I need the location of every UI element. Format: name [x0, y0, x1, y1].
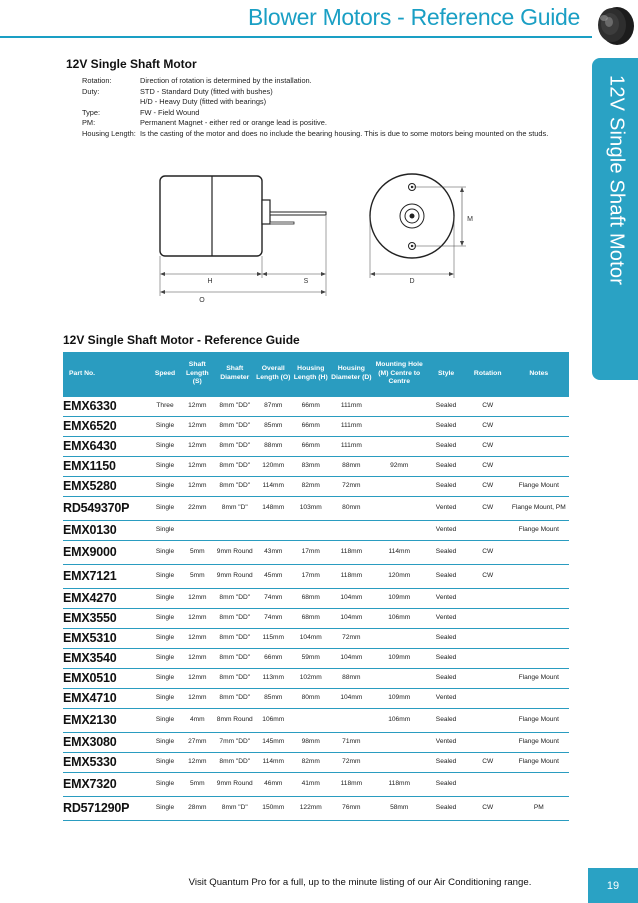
reference-table [63, 352, 569, 821]
cell-housing-length: 98mm [292, 732, 329, 752]
cell-shaft-length: 12mm [180, 608, 215, 628]
cell-overall-length: 85mm [255, 688, 292, 708]
cell-style: Vented [425, 588, 467, 608]
cell-housing-diameter: 111mm [329, 416, 373, 436]
cell-part: EMX7121 [63, 564, 150, 588]
cell-shaft-length: 12mm [180, 688, 215, 708]
cell-housing-length: 68mm [292, 608, 329, 628]
cell-shaft-diameter: 8mm "DD" [215, 668, 255, 688]
cell-notes: Flange Mount [509, 668, 569, 688]
spec-key: Rotation: [82, 76, 112, 85]
cell-housing-diameter: 111mm [329, 396, 373, 416]
cell-notes [509, 608, 569, 628]
cell-notes [509, 688, 569, 708]
cell-housing-length: 17mm [292, 564, 329, 588]
cell-rotation [467, 588, 509, 608]
cell-shaft-diameter: 8mm "DD" [215, 608, 255, 628]
cell-overall-length: 148mm [255, 496, 292, 520]
cell-housing-length: 82mm [292, 752, 329, 772]
col-header-style: Style [425, 352, 467, 396]
table-row [63, 436, 569, 456]
cell-style: Vented [425, 608, 467, 628]
cell-rotation [467, 520, 509, 540]
cell-part: EMX9000 [63, 540, 150, 564]
cell-part: EMX3550 [63, 608, 150, 628]
cell-shaft-length: 12mm [180, 476, 215, 496]
cell-notes [509, 772, 569, 796]
cell-overall-length: 87mm [255, 396, 292, 416]
col-header-speed: Speed [150, 352, 179, 396]
cell-style: Vented [425, 688, 467, 708]
cell-speed: Single [150, 688, 179, 708]
col-header-shaft-diameter: Shaft Diameter [215, 352, 255, 396]
cell-part: EMX0510 [63, 668, 150, 688]
col-header-rotation: Rotation [467, 352, 509, 396]
cell-overall-length: 74mm [255, 588, 292, 608]
table-row [63, 608, 569, 628]
cell-housing-length [292, 708, 329, 732]
cell-speed: Single [150, 732, 179, 752]
cell-shaft-length: 12mm [180, 456, 215, 476]
cell-housing-diameter: 76mm [329, 796, 373, 820]
cell-rotation: CW [467, 476, 509, 496]
table-row [63, 496, 569, 520]
cell-overall-length: 106mm [255, 708, 292, 732]
cell-notes [509, 396, 569, 416]
cell-notes: Flange Mount [509, 476, 569, 496]
cell-mounting-hole: 109mm [373, 588, 425, 608]
table-row [63, 772, 569, 796]
spec-key [82, 97, 140, 108]
cell-overall-length: 120mm [255, 456, 292, 476]
cell-speed: Single [150, 796, 179, 820]
cell-style: Sealed [425, 708, 467, 732]
cell-speed: Single [150, 436, 179, 456]
cell-rotation: CW [467, 796, 509, 820]
table-row [63, 564, 569, 588]
cell-rotation [467, 708, 509, 732]
cell-shaft-diameter: 8mm "D" [215, 796, 255, 820]
cell-notes [509, 564, 569, 588]
cell-notes: Flange Mount, PM [509, 496, 569, 520]
cell-overall-length: 113mm [255, 668, 292, 688]
cell-rotation [467, 732, 509, 752]
cell-housing-length: 17mm [292, 540, 329, 564]
spec-row [82, 87, 548, 98]
table-row [63, 456, 569, 476]
cell-rotation: CW [467, 456, 509, 476]
cell-housing-diameter: 104mm [329, 588, 373, 608]
cell-shaft-length: 12mm [180, 628, 215, 648]
col-header-housing-diameter: Housing Diameter (D) [329, 352, 373, 396]
cell-notes [509, 436, 569, 456]
cell-notes [509, 648, 569, 668]
dim-label-h: H [207, 278, 213, 285]
col-header-part: Part No. [63, 352, 150, 396]
dim-label-o: O [199, 297, 205, 304]
cell-shaft-diameter: 8mm "DD" [215, 648, 255, 668]
cell-overall-length: 115mm [255, 628, 292, 648]
table-row [63, 416, 569, 436]
section-side-tab-label: 12V Single Shaft Motor [605, 75, 628, 286]
cell-style: Sealed [425, 772, 467, 796]
cell-style: Sealed [425, 628, 467, 648]
cell-housing-length: 103mm [292, 496, 329, 520]
cell-housing-diameter: 71mm [329, 732, 373, 752]
spec-key: Type: [82, 107, 101, 117]
cell-shaft-length: 27mm [180, 732, 215, 752]
cell-shaft-length: 28mm [180, 796, 215, 820]
spec-value: Is the casting of the motor and does no include the bearing housing. This is due to some motors being mounted on the studs. [140, 128, 549, 138]
cell-rotation: CW [467, 416, 509, 436]
cell-speed: Single [150, 608, 179, 628]
cell-shaft-diameter: 8mm "DD" [215, 628, 255, 648]
cell-mounting-hole [373, 520, 425, 540]
cell-shaft-diameter: 8mm "DD" [215, 588, 255, 608]
cell-style: Sealed [425, 416, 467, 436]
table-row [63, 796, 569, 820]
cell-rotation: CW [467, 496, 509, 520]
cell-style: Sealed [425, 476, 467, 496]
cell-overall-length: 43mm [255, 540, 292, 564]
cell-overall-length: 88mm [255, 436, 292, 456]
cell-style: Sealed [425, 796, 467, 820]
cell-mounting-hole: 106mm [373, 608, 425, 628]
cell-overall-length: 145mm [255, 732, 292, 752]
cell-speed: Single [150, 456, 179, 476]
col-header-shaft-length: Shaft Length (S) [180, 352, 215, 396]
cell-mounting-hole [373, 628, 425, 648]
spec-key: Duty: [82, 86, 100, 96]
table-row [63, 708, 569, 732]
cell-housing-length: 122mm [292, 796, 329, 820]
cell-style: Sealed [425, 564, 467, 588]
cell-housing-diameter: 72mm [329, 628, 373, 648]
cell-notes [509, 416, 569, 436]
cell-housing-diameter: 88mm [329, 668, 373, 688]
cell-style: Vented [425, 520, 467, 540]
cell-part: EMX1150 [63, 456, 150, 476]
cell-rotation: CW [467, 436, 509, 456]
table-row [63, 668, 569, 688]
cell-style: Sealed [425, 648, 467, 668]
cell-shaft-length: 12mm [180, 648, 215, 668]
cell-mounting-hole [373, 732, 425, 752]
cell-shaft-diameter: 9mm Round [215, 540, 255, 564]
cell-part: EMX5330 [63, 752, 150, 772]
cell-part: EMX7320 [63, 772, 150, 796]
cell-shaft-length: 12mm [180, 752, 215, 772]
col-header-overall-length: Overall Length (O) [255, 352, 292, 396]
cell-housing-length: 41mm [292, 772, 329, 796]
cell-mounting-hole: 92mm [373, 456, 425, 476]
intro-title: 12V Single Shaft Motor [66, 57, 197, 71]
cell-shaft-diameter: 8mm "DD" [215, 688, 255, 708]
cell-style: Sealed [425, 752, 467, 772]
cell-shaft-diameter: 8mm "DD" [215, 752, 255, 772]
cell-rotation: CW [467, 396, 509, 416]
cell-housing-diameter [329, 520, 373, 540]
cell-rotation [467, 608, 509, 628]
spec-list [82, 76, 548, 139]
col-header-mounting-hole: Mounting Hole (M) Centre to Centre [373, 352, 425, 396]
cell-mounting-hole: 114mm [373, 540, 425, 564]
cell-housing-length: 102mm [292, 668, 329, 688]
cell-part: EMX5310 [63, 628, 150, 648]
cell-shaft-diameter: 8mm "DD" [215, 396, 255, 416]
cell-mounting-hole [373, 436, 425, 456]
cell-overall-length: 114mm [255, 752, 292, 772]
cell-shaft-diameter: 8mm Round [215, 708, 255, 732]
cell-rotation [467, 668, 509, 688]
header-divider [0, 36, 592, 38]
cell-notes [509, 628, 569, 648]
cell-mounting-hole: 106mm [373, 708, 425, 732]
cell-style: Sealed [425, 668, 467, 688]
table-row [63, 476, 569, 496]
cell-part: EMX5280 [63, 476, 150, 496]
cell-overall-length: 114mm [255, 476, 292, 496]
cell-housing-diameter: 118mm [329, 540, 373, 564]
spec-row [82, 129, 548, 140]
table-row [63, 588, 569, 608]
cell-shaft-length: 5mm [180, 564, 215, 588]
cell-mounting-hole [373, 752, 425, 772]
cell-overall-length: 150mm [255, 796, 292, 820]
cell-overall-length [255, 520, 292, 540]
cell-part: EMX2130 [63, 708, 150, 732]
cell-shaft-diameter: 8mm "DD" [215, 456, 255, 476]
cell-overall-length: 45mm [255, 564, 292, 588]
cell-style: Sealed [425, 456, 467, 476]
cell-housing-diameter: 104mm [329, 648, 373, 668]
cell-housing-diameter: 104mm [329, 608, 373, 628]
cell-housing-diameter: 118mm [329, 772, 373, 796]
cell-housing-diameter [329, 708, 373, 732]
cell-shaft-diameter: 9mm Round [215, 772, 255, 796]
cell-rotation [467, 772, 509, 796]
cell-speed: Single [150, 648, 179, 668]
cell-mounting-hole [373, 396, 425, 416]
cell-shaft-diameter: 7mm "DD" [215, 732, 255, 752]
cell-shaft-length: 5mm [180, 540, 215, 564]
spec-value: Direction of rotation is determined by the installation. [140, 76, 312, 85]
cell-speed: Three [150, 396, 179, 416]
cell-rotation: CW [467, 540, 509, 564]
cell-shaft-diameter: 8mm "D" [215, 496, 255, 520]
cell-speed: Single [150, 416, 179, 436]
cell-notes: Flange Mount [509, 520, 569, 540]
cell-housing-length: 83mm [292, 456, 329, 476]
cell-rotation: CW [467, 564, 509, 588]
spec-value: FW - Field Wound [140, 107, 200, 117]
cell-speed: Single [150, 588, 179, 608]
cell-part: EMX6430 [63, 436, 150, 456]
cell-housing-diameter: 111mm [329, 436, 373, 456]
spec-value: H/D - Heavy Duty (fitted with bearings) [140, 97, 267, 106]
cell-shaft-diameter: 8mm "DD" [215, 436, 255, 456]
cell-mounting-hole [373, 496, 425, 520]
cell-housing-length: 66mm [292, 396, 329, 416]
col-header-notes: Notes [509, 352, 569, 396]
cell-mounting-hole: 118mm [373, 772, 425, 796]
cell-notes [509, 540, 569, 564]
cell-style: Sealed [425, 396, 467, 416]
cell-part: RD549370P [63, 496, 150, 520]
page-header-title: Blower Motors - Reference Guide [247, 4, 580, 30]
table-body [63, 396, 569, 820]
cell-overall-length: 85mm [255, 416, 292, 436]
cell-housing-diameter: 72mm [329, 476, 373, 496]
spec-value: Permanent Magnet - either red or orange lead is positive. [140, 118, 327, 127]
cell-housing-diameter: 88mm [329, 456, 373, 476]
spec-row [82, 76, 548, 87]
cell-speed: Single [150, 668, 179, 688]
cell-part: EMX3540 [63, 648, 150, 668]
cell-rotation [467, 688, 509, 708]
cell-rotation [467, 648, 509, 668]
cell-housing-diameter: 80mm [329, 496, 373, 520]
cell-overall-length: 66mm [255, 648, 292, 668]
cell-housing-diameter: 118mm [329, 564, 373, 588]
spec-key: Housing Length: [82, 128, 136, 138]
spec-row [82, 118, 548, 129]
cell-shaft-length: 4mm [180, 708, 215, 732]
table-row [63, 648, 569, 668]
cell-mounting-hole [373, 416, 425, 436]
motor-dimension-diagram [150, 170, 490, 310]
table-row [63, 752, 569, 772]
table-row [63, 628, 569, 648]
table-row [63, 396, 569, 416]
cell-shaft-length: 12mm [180, 668, 215, 688]
cell-housing-length: 66mm [292, 416, 329, 436]
cell-housing-length: 59mm [292, 648, 329, 668]
table-row [63, 688, 569, 708]
cell-shaft-length: 12mm [180, 436, 215, 456]
cell-notes [509, 456, 569, 476]
cell-notes [509, 588, 569, 608]
table-header-row [63, 352, 569, 396]
cell-style: Vented [425, 732, 467, 752]
cell-speed: Single [150, 564, 179, 588]
cell-speed: Single [150, 496, 179, 520]
cell-mounting-hole [373, 476, 425, 496]
cell-part: EMX3080 [63, 732, 150, 752]
cell-notes: Flange Mount [509, 752, 569, 772]
cell-shaft-length: 22mm [180, 496, 215, 520]
cell-part: EMX0130 [63, 520, 150, 540]
cell-overall-length: 74mm [255, 608, 292, 628]
cell-housing-diameter: 104mm [329, 688, 373, 708]
cell-housing-length: 66mm [292, 436, 329, 456]
cell-part: EMX6520 [63, 416, 150, 436]
cell-shaft-diameter: 8mm "DD" [215, 416, 255, 436]
cell-speed: Single [150, 628, 179, 648]
cell-speed: Single [150, 752, 179, 772]
spec-row [82, 108, 548, 119]
cell-part: RD571290P [63, 796, 150, 820]
cell-part: EMX6330 [63, 396, 150, 416]
cell-speed: Single [150, 476, 179, 496]
cell-housing-length: 82mm [292, 476, 329, 496]
cell-overall-length: 46mm [255, 772, 292, 796]
cell-part: EMX4710 [63, 688, 150, 708]
cell-housing-length: 68mm [292, 588, 329, 608]
table-row [63, 540, 569, 564]
cell-housing-length [292, 520, 329, 540]
cell-notes: Flange Mount [509, 732, 569, 752]
spec-value: STD - Standard Duty (fitted with bushes) [140, 86, 273, 96]
cell-part: EMX4270 [63, 588, 150, 608]
cell-notes: Flange Mount [509, 708, 569, 732]
cell-speed: Single [150, 772, 179, 796]
cell-speed: Single [150, 708, 179, 732]
dim-label-m: M [467, 216, 473, 223]
cell-mounting-hole: 58mm [373, 796, 425, 820]
cell-shaft-diameter [215, 520, 255, 540]
cell-housing-length: 80mm [292, 688, 329, 708]
cell-mounting-hole: 109mm [373, 688, 425, 708]
cell-rotation [467, 628, 509, 648]
cell-style: Vented [425, 496, 467, 520]
cell-shaft-length: 12mm [180, 588, 215, 608]
cell-shaft-diameter: 9mm Round [215, 564, 255, 588]
blower-motor-icon [590, 0, 638, 48]
dim-label-s: S [303, 278, 309, 285]
cell-shaft-length: 12mm [180, 416, 215, 436]
cell-rotation: CW [467, 752, 509, 772]
cell-speed: Single [150, 540, 179, 564]
cell-notes: PM [509, 796, 569, 820]
footer-text: Visit Quantum Pro for a full, up to the minute listing of our Air Conditioning range. [188, 877, 532, 888]
cell-shaft-length: 12mm [180, 396, 215, 416]
spec-key: PM: [82, 118, 96, 127]
dim-label-d: D [409, 278, 415, 285]
cell-style: Sealed [425, 436, 467, 456]
table-title: 12V Single Shaft Motor - Reference Guide [63, 333, 300, 347]
table-row [63, 520, 569, 540]
cell-speed: Single [150, 520, 179, 540]
cell-housing-diameter: 72mm [329, 752, 373, 772]
cell-mounting-hole [373, 668, 425, 688]
cell-shaft-diameter: 8mm "DD" [215, 476, 255, 496]
table-row [63, 732, 569, 752]
cell-mounting-hole: 109mm [373, 648, 425, 668]
cell-style: Sealed [425, 540, 467, 564]
cell-housing-length: 104mm [292, 628, 329, 648]
cell-shaft-length: 5mm [180, 772, 215, 796]
col-header-housing-length: Housing Length (H) [292, 352, 329, 396]
cell-mounting-hole: 120mm [373, 564, 425, 588]
spec-row [82, 97, 548, 108]
page-number: 19 [588, 868, 638, 903]
cell-shaft-length [180, 520, 215, 540]
